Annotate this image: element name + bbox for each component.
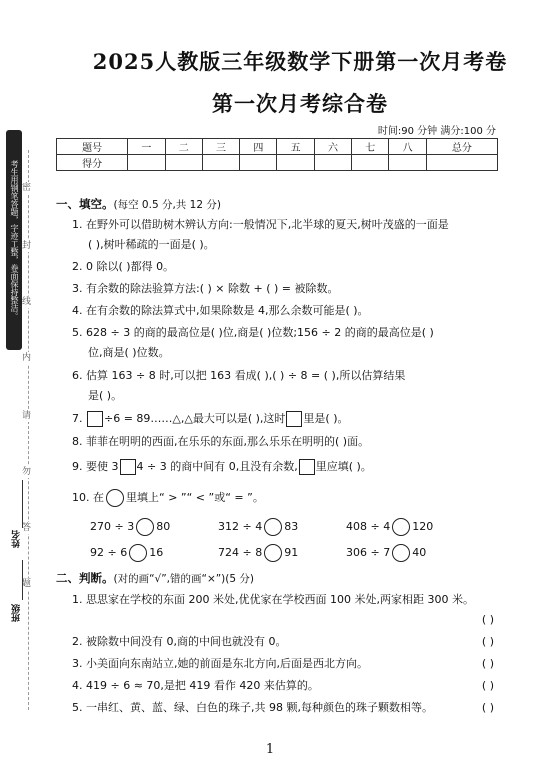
score-table-cell: 题号 <box>57 139 128 155</box>
score-input-cell[interactable] <box>128 155 165 171</box>
score-table-cell: 七 <box>352 139 389 155</box>
compare-circle[interactable] <box>392 544 410 562</box>
score-table-cell: 八 <box>389 139 426 155</box>
judge-question-4: 4. 419 ÷ 6 ≈ 70,是把 419 看作 420 来估算的。 <box>72 679 319 692</box>
seal-dash-line <box>28 150 29 710</box>
question-1-line-2: ( ),树叶稀疏的一面是( )。 <box>88 238 215 251</box>
question-6-line-2: 是( )。 <box>88 389 123 402</box>
score-table-cell: 得分 <box>57 155 128 171</box>
score-table-cell: 总分 <box>426 139 497 155</box>
score-input-cell[interactable] <box>202 155 239 171</box>
section2-heading <box>56 570 254 586</box>
score-table-cell: 一 <box>128 139 165 155</box>
judge-question-1: 1. 思思家在学校的东面 200 米处,优优家在学校西面 100 米处,两家相距 300 米。 <box>72 593 474 606</box>
exam-title: 2025人教版三年级数学下册第一次月考卷 <box>92 49 508 74</box>
score-table-cell: 二 <box>165 139 202 155</box>
seal-char: 密 <box>22 183 32 193</box>
judge-answer-slot-1[interactable]: ( ) <box>481 613 494 626</box>
question-8: 8. 菲菲在明明的西面,在乐乐的东面,那么乐乐在明明的( )面。 <box>72 435 370 448</box>
judge-question-5: 5. 一串红、黄、蓝、绿、白色的珠子,共 98 颗,每种颜色的珠子颗数相等。 <box>72 701 433 714</box>
name-label: 姓名 <box>12 530 22 548</box>
section1-heading <box>56 196 221 212</box>
binding-margin <box>0 0 42 763</box>
compare-left: 306 ÷ 7 <box>346 546 391 559</box>
section1-note: (每空 0.5 分,共 12 分) <box>113 199 221 211</box>
judge-answer-slot-5[interactable]: ( ) <box>481 701 494 714</box>
seal-char: 答 <box>22 523 32 533</box>
compare-item <box>218 544 298 562</box>
compare-right: 40 <box>412 546 427 559</box>
answer-box[interactable] <box>286 411 302 427</box>
score-table-cell: 四 <box>240 139 277 155</box>
seal-char: 勿 <box>22 467 32 477</box>
class-label: 班级 <box>12 604 22 622</box>
answer-box[interactable] <box>120 459 136 475</box>
question-9 <box>72 459 372 475</box>
question-9-text-c: 里应填( )。 <box>315 460 372 473</box>
compare-right: 80 <box>156 520 171 533</box>
judge-question-3: 3. 小美面向东南站立,她的前面是东北方向,后面是西北方向。 <box>72 657 368 670</box>
compare-item <box>346 544 426 562</box>
circle-symbol <box>106 489 124 507</box>
section1-title: 一、填空。 <box>56 197 114 211</box>
name-blank-line <box>22 480 23 528</box>
seal-char: 内 <box>22 353 32 363</box>
score-table-cell: 五 <box>277 139 314 155</box>
class-blank-line <box>22 560 23 600</box>
question-1-line-1: 1. 在野外可以借助树木辨认方向:一般情况下,北半球的夏天,树叶茂盛的一面是 <box>72 218 449 231</box>
judge-answer-slot-3[interactable]: ( ) <box>481 657 494 670</box>
compare-circle[interactable] <box>129 544 147 562</box>
question-7-text-b: 里是( )。 <box>303 412 349 425</box>
compare-circle[interactable] <box>392 518 410 536</box>
question-5-line-2: 位,商是( )位数。 <box>88 346 170 359</box>
question-7-text-a: ÷6 = 89……△,△最大可以是( ),这时 <box>104 412 286 425</box>
compare-item <box>90 518 170 536</box>
compare-circle[interactable] <box>264 544 282 562</box>
compare-item <box>90 544 163 562</box>
compare-left: 408 ÷ 4 <box>346 520 391 533</box>
compare-circle[interactable] <box>136 518 154 536</box>
time-and-score-info: 时间:90 分钟 满分:100 分 <box>377 126 496 137</box>
answer-box[interactable] <box>87 411 103 427</box>
compare-left: 92 ÷ 6 <box>90 546 128 559</box>
score-input-cell[interactable] <box>389 155 426 171</box>
question-4: 4. 在有余数的除法算式中,如果除数是 4,那么余数可能是( )。 <box>72 304 369 317</box>
compare-left: 312 ÷ 4 <box>218 520 263 533</box>
answer-box[interactable] <box>299 459 315 475</box>
judge-answer-slot-2[interactable]: ( ) <box>481 635 494 648</box>
score-input-cell[interactable] <box>352 155 389 171</box>
seal-char: 封 <box>22 241 32 251</box>
score-input-cell[interactable] <box>426 155 497 171</box>
exam-subtitle: 第一次月考综合卷 <box>212 91 388 116</box>
score-table-score-row <box>57 155 498 171</box>
compare-left: 270 ÷ 3 <box>90 520 135 533</box>
compare-right: 91 <box>284 546 299 559</box>
score-input-cell[interactable] <box>277 155 314 171</box>
compare-item <box>346 518 433 536</box>
question-10-text-a: 10. 在 <box>72 491 104 504</box>
score-table-cell: 六 <box>314 139 351 155</box>
compare-right: 83 <box>284 520 299 533</box>
question-5-line-1: 5. 628 ÷ 3 的商的最高位是( )位,商是( )位数;156 ÷ 2 的商的最高位是( ) <box>72 326 434 339</box>
section2-note: (对的画“√”,错的画“×”)(5 分) <box>113 573 254 585</box>
page-number: 1 <box>265 742 275 757</box>
seal-char: 题 <box>22 579 32 589</box>
compare-item <box>218 518 298 536</box>
question-7 <box>72 411 349 427</box>
score-table <box>56 138 498 171</box>
compare-right: 120 <box>412 520 434 533</box>
section2-title: 二、判断。 <box>56 571 114 585</box>
compare-left: 724 ÷ 8 <box>218 546 263 559</box>
compare-circle[interactable] <box>264 518 282 536</box>
question-10 <box>72 489 264 507</box>
score-input-cell[interactable] <box>314 155 351 171</box>
question-9-text-a: 9. 要使 3 <box>72 460 119 473</box>
question-3: 3. 有余数的除法验算方法:( ) × 除数 + ( ) = 被除数。 <box>72 282 339 295</box>
seal-char: 请 <box>22 411 32 421</box>
judge-question-2: 2. 被除数中间没有 0,商的中间也就没有 0。 <box>72 635 287 648</box>
exam-tip: 考生用钢笔答题，字迹工整，卷面保持整洁。 <box>6 130 22 350</box>
seal-char: 线 <box>22 297 32 307</box>
score-table-header-row <box>57 139 498 155</box>
question-9-text-b: 4 ÷ 3 的商中间有 0,且没有余数, <box>136 460 298 473</box>
judge-answer-slot-4[interactable]: ( ) <box>481 679 494 692</box>
score-input-cell[interactable] <box>240 155 277 171</box>
score-table-cell: 三 <box>202 139 239 155</box>
question-2: 2. 0 除以( )都得 0。 <box>72 260 175 273</box>
question-6-line-1: 6. 估算 163 ÷ 8 时,可以把 163 看成( ),( ) ÷ 8 = ( ),所以估算结果 <box>72 369 406 382</box>
score-input-cell[interactable] <box>165 155 202 171</box>
question-7-number: 7. <box>72 412 83 425</box>
compare-right: 16 <box>149 546 164 559</box>
question-10-text-b: 里填上“ > ”“ < ”或“ = ”。 <box>126 491 264 504</box>
